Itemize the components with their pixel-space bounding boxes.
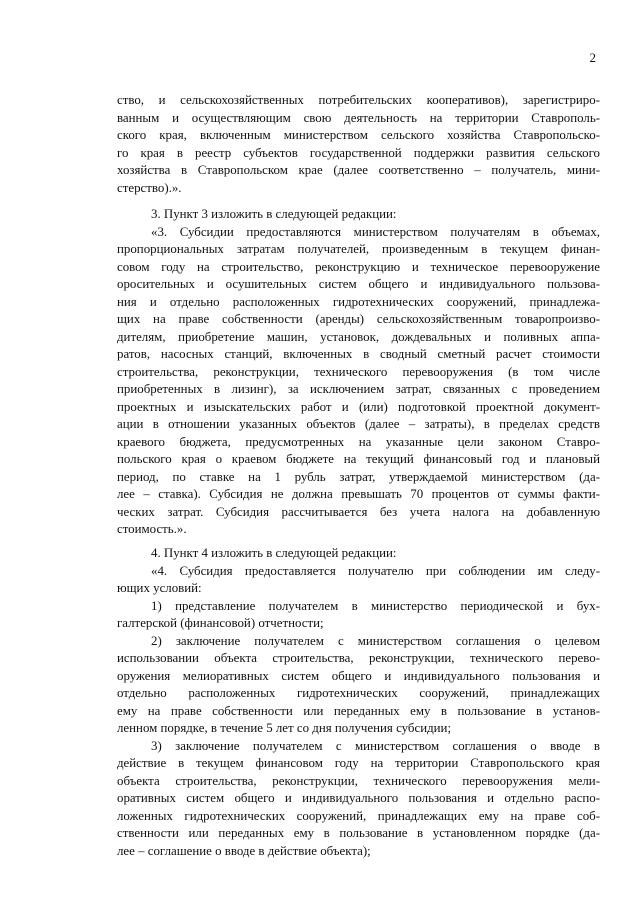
text-line: использовании объекта строительства, реконструкции, технического перево- <box>117 651 600 665</box>
text-line: ации в отношении указанных объектов (далее – затраты), в пределах средств <box>117 417 600 431</box>
text-line: приобретенных в лизинг), за исключением затрат, связанных с проведением <box>117 382 600 396</box>
text-line: 2) заключение получателем с министерством соглашения о целевом <box>151 633 600 648</box>
text-line: ния и отдельно расположенных гидротехнических сооружений, принадлежа- <box>117 294 600 309</box>
text-line: проектных и изыскательских работ и (или) подготовкой проектной документ- <box>117 399 600 414</box>
page-number: 2 <box>589 50 596 65</box>
text-line: дителям, приобретение машин, установок, дождевальных и поливных аппа- <box>117 329 600 344</box>
paragraph-block <box>117 545 600 860</box>
text-line: строительства, реконструкции, технического перевооружения (в том числе <box>117 364 600 379</box>
text-line: объекта строительства, реконструкции, технического перевооружения мели- <box>117 773 600 788</box>
paragraph-block <box>117 92 600 197</box>
text-line: го края в реестр субъектов государственной поддержки развития сельского <box>117 145 600 160</box>
text-line: «3. Субсидии предоставляются министерством получателям в объемах, <box>151 224 600 239</box>
text-line: действие в текущем финансовом году на территории Ставропольского края <box>117 756 600 770</box>
text-line: ющих условий: <box>117 581 202 595</box>
text-line: ему на праве собственности или переданных ему в пользование в установ- <box>117 703 600 718</box>
text-line: щих на праве собственности (аренды) сельскохозяйственным товаропроизво- <box>117 312 600 326</box>
text-line: ческих затрат. Субсидия рассчитывается без учета налога на добавленную <box>117 504 600 519</box>
text-line: пропорциональных затратам получателей, произведенным в текущем финан- <box>117 242 600 256</box>
text-line: ратов, насосных станций, включенных в сводный сметный расчет стоимости <box>117 347 600 361</box>
text-line: польского края о краевом бюджете на текущий финансовый год и плановый <box>117 452 600 466</box>
text-line: 3) заключение получателем с министерством соглашения о вводе в <box>151 738 600 753</box>
text-line: галтерской (финансовой) отчетности; <box>117 616 324 630</box>
text-line: 4. Пункт 4 изложить в следующей редакции: <box>151 546 397 560</box>
text-line: ленном порядке, в течение 5 лет со дня получения субсидии; <box>117 721 452 735</box>
text-line: ство, и сельскохозяйственных потребительских кооперативов), зарегистриро- <box>117 93 600 107</box>
text-line: ложенных гидротехнических сооружений, принадлежащих ему на праве соб- <box>117 808 600 823</box>
text-line: отдельно расположенных гидротехнических сооружений, принадлежащих <box>117 686 600 700</box>
text-line: ского края, включенным министерством сельского хозяйства Ставропольско- <box>117 128 600 142</box>
text-line: ванным и осуществляющим свою деятельность на территории Ставрополь- <box>117 110 600 125</box>
text-line: 1) представление получателем в министерство периодической и бух- <box>151 598 600 613</box>
text-line: 3. Пункт 3 изложить в следующей редакции: <box>151 207 397 221</box>
paragraph-block <box>117 206 600 539</box>
text-line: «4. Субсидия предоставляется получателю при соблюдении им следу- <box>151 563 600 578</box>
text-line: краевого бюджета, предусмотренных на указанные цели законом Ставро- <box>117 434 600 449</box>
text-line: оросительных и осушительных систем общего и индивидуального пользова- <box>117 277 600 291</box>
text-line: лее – ставка). Субсидия не должна превышать 70 процентов от суммы факти- <box>117 487 600 501</box>
text-line: период, по ставке на 1 рубль затрат, утверждаемой министерством (да- <box>117 469 600 484</box>
text-line: оружения мелиоративных систем общего и индивидуального пользования и <box>117 668 600 683</box>
text-line: ственности или переданных ему в пользование в установленном порядке (да- <box>117 826 600 840</box>
text-line: стерство).». <box>117 180 182 195</box>
text-line: оративных систем общего и индивидуального пользования и отдельно распо- <box>117 791 600 805</box>
text-line: совом году на строительство, реконструкцию и техническое перевооружение <box>117 259 600 274</box>
text-line: хозяйства в Ставропольском крае (далее соответственно – получатель, мини- <box>117 163 600 177</box>
text-line: стоимость.». <box>117 522 187 536</box>
text-line: лее – соглашение о вводе в действие объекта); <box>117 843 371 858</box>
